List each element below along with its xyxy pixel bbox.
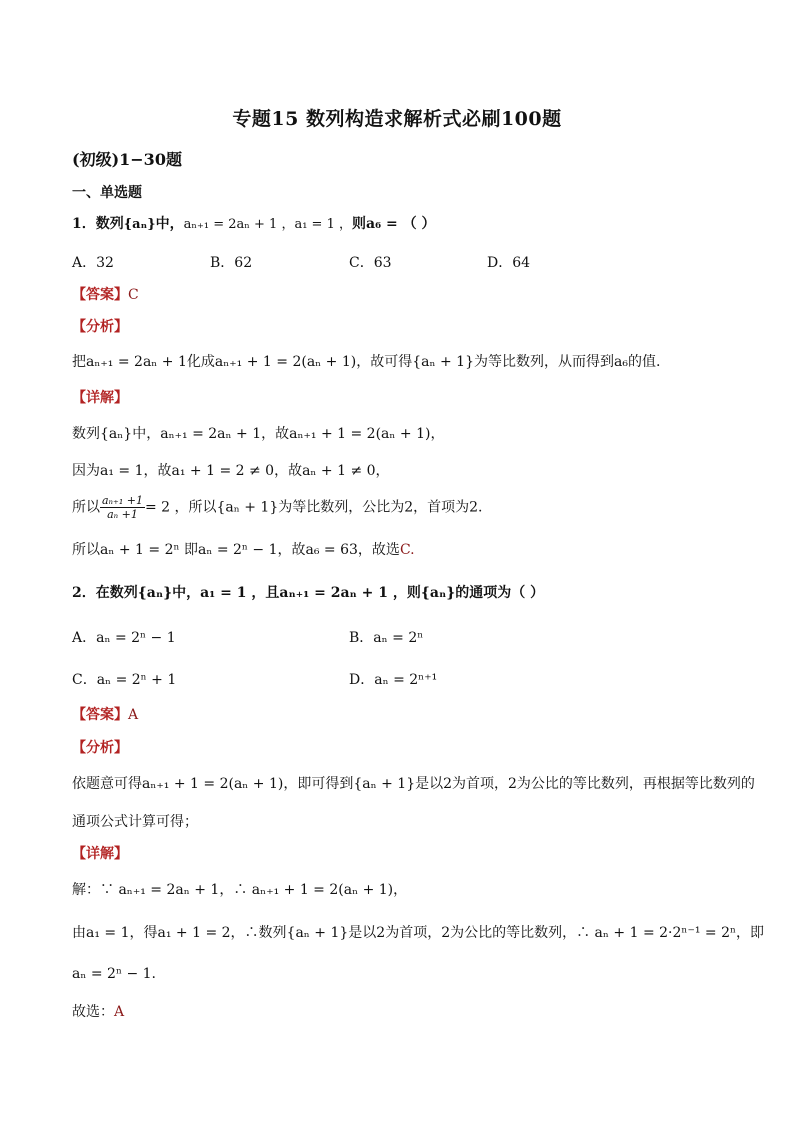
q1-detail-3-pre: 所以 — [72, 499, 100, 516]
q2-answer-value: A — [128, 707, 139, 723]
q1-answer — [72, 285, 139, 305]
q1-detail-line-3 — [72, 494, 483, 521]
q2-detail-tag: 【详解】 — [72, 846, 128, 862]
page-title: 专题15 数列构造求解析式必刷100题 — [232, 108, 562, 130]
q1-detail-4-text: 所以aₙ + 1 = 2ⁿ 即aₙ = 2ⁿ − 1，故a₆ = 63，故选 — [72, 542, 400, 558]
q1-analysis-tag: 【分析】 — [72, 319, 128, 335]
q2-detail-line-4 — [72, 1002, 124, 1022]
q1-detail-line-4 — [72, 540, 415, 560]
q2-option-d: D．aₙ = 2ⁿ⁺¹ — [349, 672, 438, 688]
q2-option-b: B．aₙ = 2ⁿ — [349, 630, 424, 646]
q1-answer-tag: 【答案】 — [72, 287, 128, 303]
q1-answer-value: C — [128, 287, 139, 303]
q2-detail-4-answer: A — [114, 1004, 125, 1020]
q1-fraction-denominator: aₙ +1 — [107, 508, 138, 521]
q1-detail-4-answer: C. — [399, 542, 415, 558]
q1-fraction-numerator: aₙ₊₁ +1 — [102, 494, 143, 507]
q1-stem-seq: {aₙ} — [123, 217, 156, 232]
q1-detail-line-2: 因为a₁ = 1，故a₁ + 1 = 2 ≠ 0，故aₙ + 1 ≠ 0， — [72, 463, 390, 479]
q2-detail-4-pre: 故选： — [72, 1004, 114, 1020]
q2-stem: 2．在数列{aₙ}中，a₁ = 1 ，且aₙ₊₁ = 2aₙ + 1 ，则{aₙ}的通项为（ ） — [72, 585, 545, 601]
q2-option-a: A．aₙ = 2ⁿ − 1 — [72, 630, 176, 646]
level-heading: (初级)1−30题 — [72, 150, 182, 169]
q1-detail-tag: 【详解】 — [72, 390, 128, 406]
q1-detail-line-1: 数列{aₙ}中，aₙ₊₁ = 2aₙ + 1，故aₙ₊₁ + 1 = 2(aₙ + 1)， — [72, 426, 445, 442]
q2-answer-tag: 【答案】 — [72, 707, 128, 723]
q1-stem-ask: 则a₆ = （ ） — [351, 216, 436, 232]
q2-detail-line-3: aₙ = 2ⁿ − 1. — [72, 966, 156, 982]
q1-fraction — [100, 494, 145, 521]
q1-option-b: B．62 — [210, 255, 253, 271]
q1-stem-cond: aₙ₊₁ = 2aₙ + 1 ，a₁ = 1 ， — [183, 217, 352, 232]
q1-stem-prefix: 1．数列 — [72, 216, 124, 232]
q2-answer — [72, 705, 138, 725]
q2-analysis-line-2: 通项公式计算可得； — [72, 814, 198, 830]
section-heading: 一、单选题 — [72, 185, 142, 201]
q2-analysis-line-1: 依题意可得aₙ₊₁ + 1 = 2(aₙ + 1)，即可得到{aₙ + 1}是以2为首项，2为公比的等比数列，再根据等比数列的 — [72, 776, 755, 792]
q2-option-c: C．aₙ = 2ⁿ + 1 — [72, 672, 177, 688]
q1-analysis-text: 把aₙ₊₁ = 2aₙ + 1化成aₙ₊₁ + 1 = 2(aₙ + 1)，故可得{aₙ + 1}为等比数列，从而得到a₆的值. — [72, 354, 661, 370]
q2-analysis-tag: 【分析】 — [72, 740, 128, 756]
q1-stem-mid: 中， — [155, 216, 184, 232]
q1-option-a: A．32 — [72, 255, 114, 271]
q1-stem — [72, 214, 436, 235]
q2-detail-line-2: 由a₁ = 1，得a₁ + 1 = 2，∴数列{aₙ + 1}是以2为首项，2为公比的等比数列，∴ aₙ + 1 = 2·2ⁿ⁻¹ = 2ⁿ，即 — [72, 925, 765, 941]
q1-option-d: D．64 — [487, 255, 531, 271]
q2-detail-line-1: 解：∵ aₙ₊₁ = 2aₙ + 1，∴ aₙ₊₁ + 1 = 2(aₙ + 1)， — [72, 882, 408, 898]
q1-option-c: C．63 — [349, 255, 392, 271]
q1-detail-3-post: = 2 ，所以{aₙ + 1}为等比数列，公比为2，首项为2. — [144, 499, 483, 516]
